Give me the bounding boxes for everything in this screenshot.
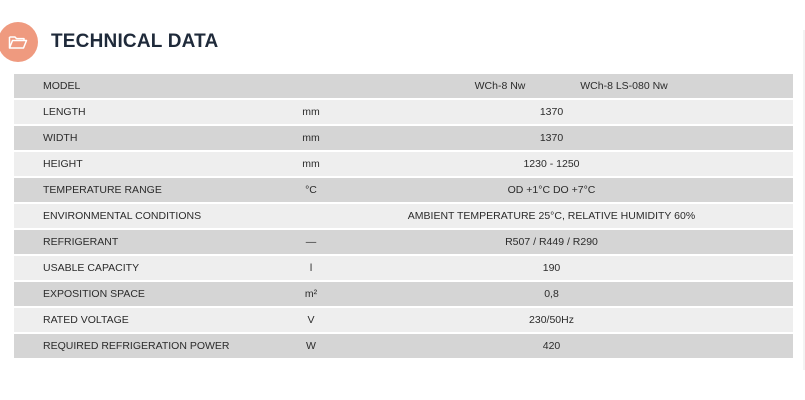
row-label: WIDTH bbox=[43, 132, 78, 144]
table-row bbox=[14, 334, 793, 358]
table-row bbox=[14, 126, 793, 150]
row-unit: mm bbox=[302, 132, 320, 144]
table-row bbox=[14, 178, 793, 202]
row-unit: mm bbox=[302, 158, 320, 170]
row-label: TEMPERATURE RANGE bbox=[43, 184, 162, 196]
technical-data-table bbox=[14, 74, 793, 360]
table-row bbox=[14, 308, 793, 332]
row-value: 190 bbox=[542, 262, 561, 274]
row-label: RATED VOLTAGE bbox=[43, 314, 129, 326]
row-unit: l bbox=[309, 262, 313, 274]
row-value: R507 / R449 / R290 bbox=[505, 236, 598, 248]
row-label: MODEL bbox=[43, 80, 81, 92]
row-unit: °C bbox=[305, 184, 317, 196]
table-row bbox=[14, 256, 793, 280]
row-value: 1370 bbox=[539, 132, 564, 144]
row-value: 0,8 bbox=[544, 288, 559, 300]
row-label: REFRIGERANT bbox=[43, 236, 119, 248]
row-value: 420 bbox=[542, 340, 561, 352]
row-label: ENVIRONMENTAL CONDITIONS bbox=[43, 210, 202, 222]
table-row bbox=[14, 282, 793, 306]
row-unit: mm bbox=[302, 106, 320, 118]
table-row bbox=[14, 152, 793, 176]
row-unit: V bbox=[307, 314, 315, 326]
row-value: 1370 bbox=[539, 106, 564, 118]
model-name-2: WCh-8 LS-080 Nw bbox=[580, 80, 668, 92]
section-header bbox=[0, 22, 218, 62]
row-value: 230/50Hz bbox=[529, 314, 574, 326]
table-row bbox=[14, 100, 793, 124]
table-row bbox=[14, 204, 793, 228]
row-value: AMBIENT TEMPERATURE 25°C, RELATIVE HUMIDITY 60% bbox=[407, 210, 696, 222]
row-label: LENGTH bbox=[43, 106, 86, 118]
row-label: HEIGHT bbox=[43, 158, 83, 170]
table-row-model bbox=[14, 74, 793, 98]
row-label: USABLE CAPACITY bbox=[43, 262, 140, 274]
row-label: EXPOSITION SPACE bbox=[43, 288, 145, 300]
row-label: REQUIRED REFRIGERATION POWER bbox=[43, 340, 230, 352]
row-value: OD +1°C DO +7°C bbox=[507, 184, 596, 196]
model-name-1: WCh-8 Nw bbox=[474, 80, 526, 92]
table-row bbox=[14, 230, 793, 254]
page-title: TECHNICAL DATA bbox=[51, 31, 219, 52]
row-unit: — bbox=[305, 236, 317, 248]
row-unit: m² bbox=[304, 288, 318, 300]
folder-icon bbox=[0, 22, 38, 62]
row-value: 1230 - 1250 bbox=[523, 158, 580, 170]
row-unit: W bbox=[306, 340, 316, 352]
